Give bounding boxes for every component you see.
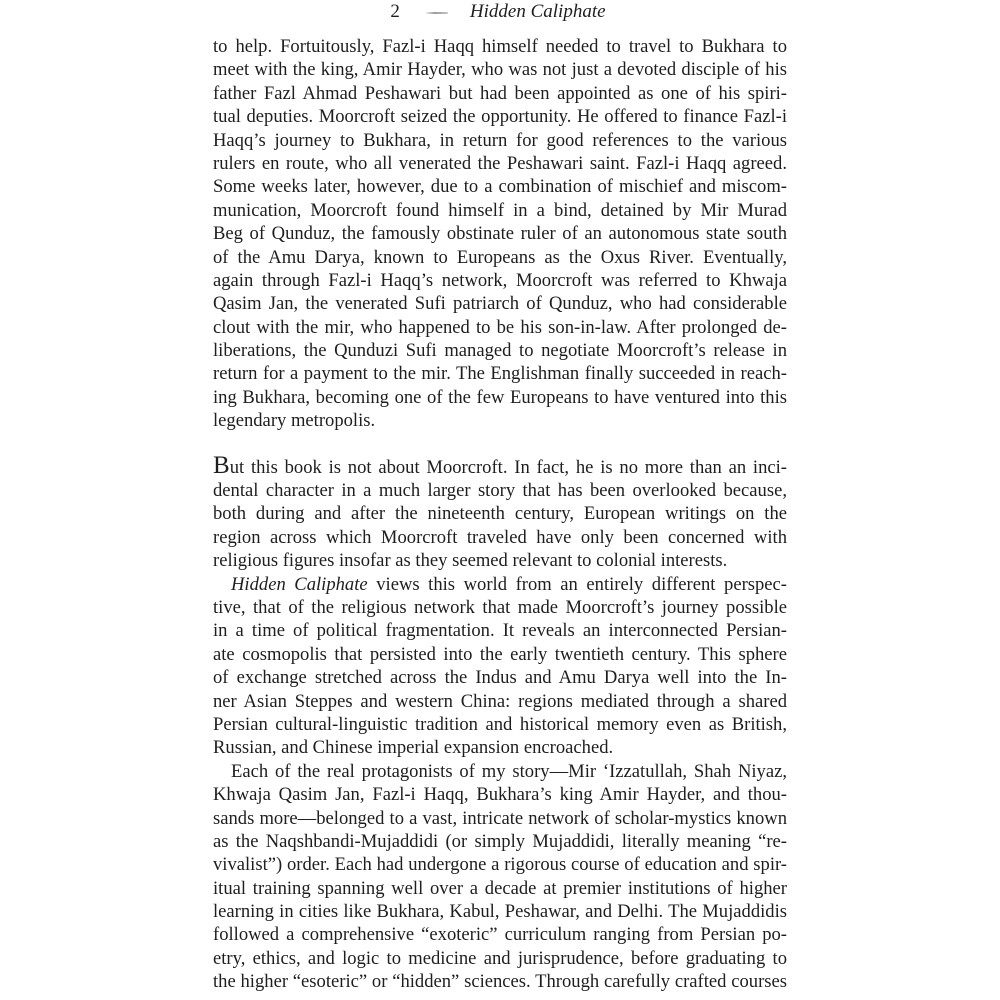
body-text	[213, 35, 787, 994]
text-line: ate cosmopolis that persisted into the early twentieth century. This sphere	[213, 643, 787, 665]
text-line: father Fazl Ahmad Peshawari but had been appointed as one of his spiri-	[213, 82, 787, 104]
text-line: followed a comprehensive “exoteric” curriculum ranging from Persian po-	[213, 924, 787, 946]
paragraph-continuation	[213, 35, 787, 433]
text-line: Khwaja Qasim Jan, Fazl-i Haqq, Bukhara’s king Amir Hayder, and thou-	[213, 784, 787, 806]
text-line: Each of the real protagonists of my story—Mir ‘Izzatullah, Shah Niyaz,	[231, 760, 787, 782]
text-line: of the Amu Darya, known to Europeans as the Oxus River. Eventually,	[213, 246, 787, 268]
section-break	[213, 433, 787, 456]
text-line: Beg of Qunduz, the famously obstinate ruler of an autonomous state south	[213, 223, 787, 245]
text-line: both during and after the nineteenth century, European writings on the	[213, 503, 787, 525]
text-line: rulers en route, who all venerated the Peshawari saint. Fazl-i Haqq agreed.	[213, 152, 787, 174]
text-line: munication, Moorcroft found himself in a bind, detained by Mir Murad	[213, 199, 787, 221]
drop-cap: B	[213, 451, 230, 479]
text-line: Haqq’s journey to Bukhara, in return for good references to the various	[213, 129, 787, 151]
text-line: itual training spanning well over a decade at premier institutions of higher	[213, 877, 787, 899]
text-line: ner Asian Steppes and western China: regions mediated through a shared	[213, 690, 787, 712]
text-line: clout with the mir, who happened to be his son-in-law. After prolonged de-	[213, 316, 787, 338]
text-line: Qasim Jan, the venerated Sufi patriarch of Qunduz, who had considerable	[213, 293, 787, 315]
text-line: as the Naqshbandi-Mujaddidi (or simply Mujaddidi, literally meaning “re-	[213, 830, 787, 852]
running-head-title: Hidden Caliphate	[469, 1, 606, 22]
running-head	[0, 0, 1000, 24]
paragraph-protagonists	[213, 760, 787, 994]
text-line: learning in cities like Bukhara, Kabul, Peshawar, and Delhi. The Mujaddidis	[213, 901, 787, 923]
text-line-rest: views this world from an entirely different perspec-	[367, 573, 787, 595]
paragraph-intro	[213, 451, 787, 573]
text-line: liberations, the Qunduzi Sufi managed to negotiate Moorcroft’s release in	[213, 340, 787, 362]
text-line	[213, 573, 787, 596]
text-line: Some weeks later, however, due to a combination of mischief and miscom-	[213, 176, 787, 198]
text-line: the higher “esoteric” or “hidden” sciences. Through carefully crafted courses	[213, 971, 787, 993]
text-line: tual deputies. Moorcroft seized the opportunity. He offered to finance Fazl-i	[213, 106, 787, 128]
paragraph-perspective	[213, 573, 787, 760]
text-line: meet with the king, Amir Hayder, who was not just a devoted disciple of his	[213, 59, 787, 81]
text-line: ing Bukhara, becoming one of the few Europeans to have ventured into this	[213, 386, 787, 408]
text-line: Persian cultural-linguistic tradition and historical memory even as British,	[213, 713, 787, 735]
text-line: return for a payment to the mir. The Englishman finally succeeded in reach-	[213, 363, 787, 385]
page-number: 2	[390, 1, 400, 22]
text-line: again through Fazl-i Haqq’s network, Moorcroft was referred to Khwaja	[213, 269, 787, 291]
text-line: region across which Moorcroft traveled have only been concerned with	[213, 526, 787, 548]
text-line: religious figures insofar as they seemed relevant to colonial interests.	[213, 550, 728, 572]
text-line: Russian, and Chinese imperial expansion encroached.	[213, 737, 614, 759]
text-line: of exchange stretched across the Indus and Amu Darya well into the In-	[213, 667, 787, 689]
text-line: dental character in a much larger story that has been overlooked because,	[213, 480, 787, 502]
leaf-ornament-icon	[426, 12, 448, 14]
text-line: in a time of political fragmentation. It reveals an interconnected Persian-	[213, 620, 787, 642]
text-line: sands more—belonged to a vast, intricate network of scholar-mystics known	[213, 807, 787, 829]
book-title: Hidden Caliphate	[231, 573, 368, 595]
text-line-rest: ut this book is not about Moorcroft. In fact, he is no more than an inci-	[229, 456, 787, 478]
text-line: tive, that of the religious network that made Moorcroft’s journey possible	[213, 596, 787, 618]
text-line	[213, 451, 787, 479]
text-line: vivalist”) order. Each had undergone a rigorous course of education and spir-	[213, 854, 787, 876]
text-line: etry, ethics, and logic to medicine and jurisprudence, before graduating to	[213, 947, 787, 969]
text-line: legendary metropolis.	[213, 410, 376, 432]
text-line: to help. Fortuitously, Fazl-i Haqq himself needed to travel to Bukhara to	[213, 36, 787, 57]
